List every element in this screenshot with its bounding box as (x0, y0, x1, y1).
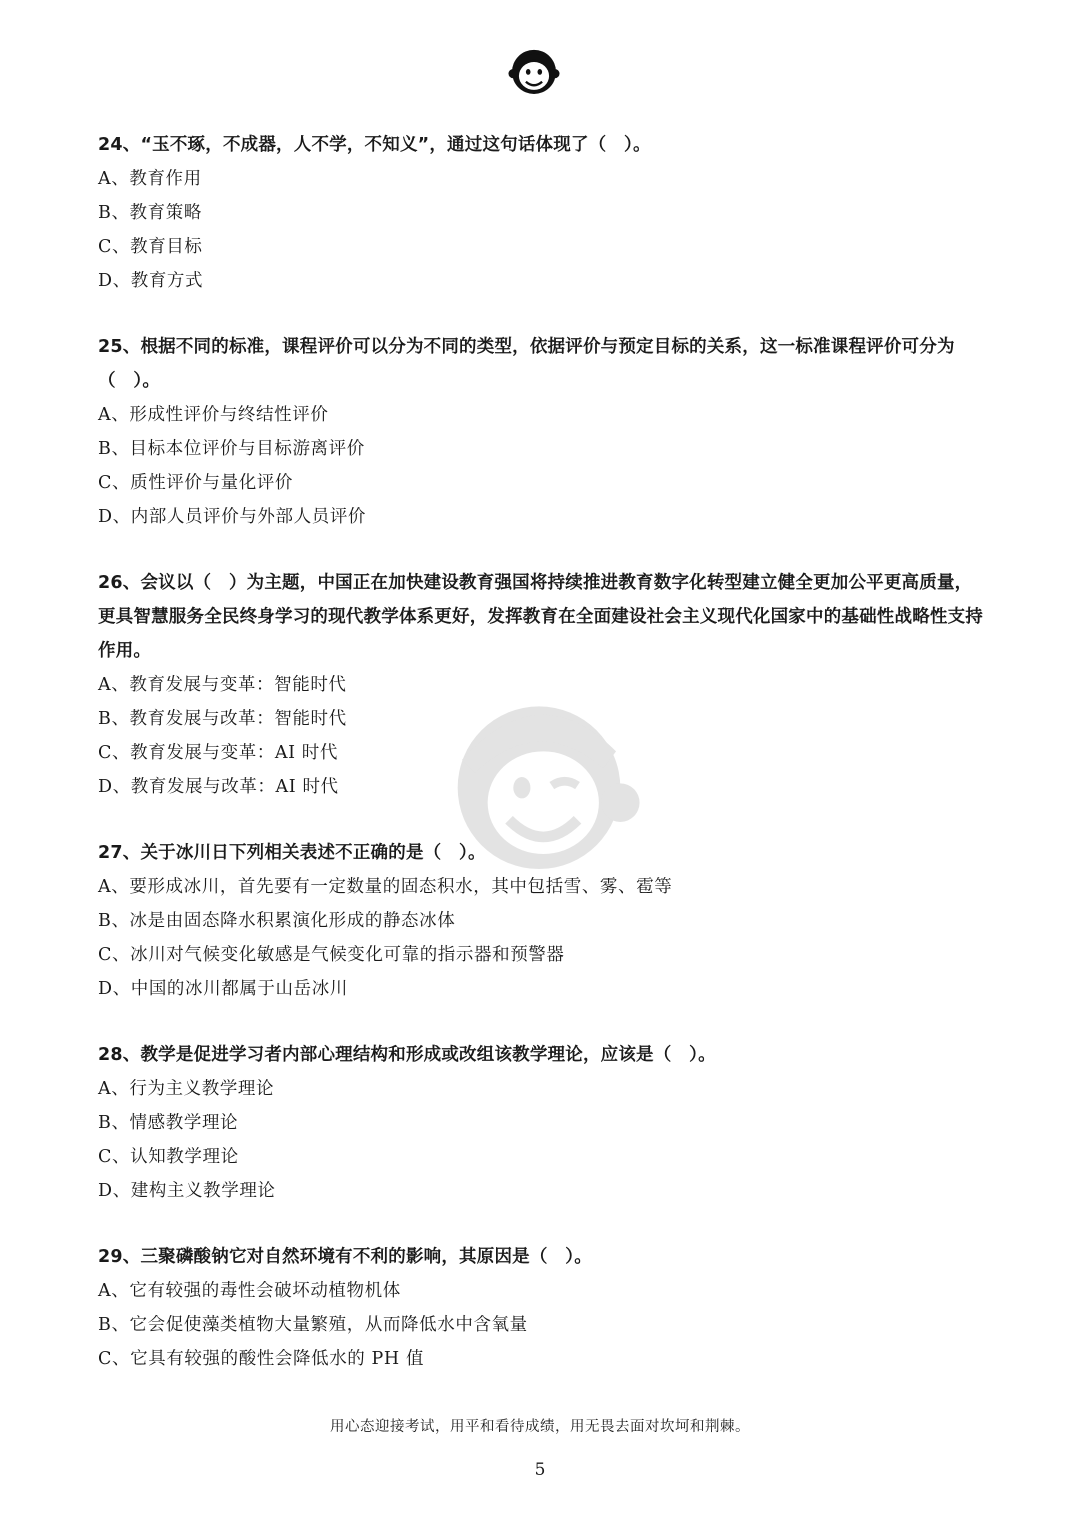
option-d: D、内部人员评价与外部人员评价 (98, 507, 367, 527)
page-number: 5 (534, 1460, 546, 1480)
option-c: C、质性评价与量化评价 (98, 473, 293, 493)
option-b: B、目标本位评价与目标游离评价 (98, 439, 365, 459)
option-d: D、中国的冰川都属于山岳冰川 (98, 979, 348, 999)
option-a: A、教育发展与变革：智能时代 (98, 675, 347, 695)
option-a: A、它有较强的毒性会破坏动植物机体 (98, 1281, 401, 1301)
question-24 (98, 128, 988, 298)
option-b: B、冰是由固态降水积累演化形成的静态冰体 (98, 911, 456, 931)
question-27 (98, 836, 988, 1006)
question-list (98, 128, 988, 1408)
question-stem: 26、会议以（ ）为主题，中国正在加快建设教育强国将持续推进教育数字化转型建立健全更加公平更高质量，更具智慧服务全民终身学习的现代教学体系更好，发挥教育在全面建设社会主义现代化国家中的基础性战略性支持作用。 (98, 573, 983, 661)
question-stem: 27、关于冰川日下列相关表述不正确的是（ ）。 (98, 843, 486, 863)
question-stem: 28、教学是促进学习者内部心理结构和形成或改组该教学理论，应该是（ ）。 (98, 1045, 716, 1065)
option-a: A、行为主义教学理论 (98, 1079, 275, 1099)
question-25 (98, 330, 988, 534)
question-stem: 29、三聚磷酸钠它对自然环境有不利的影响，其原因是（ ）。 (98, 1247, 592, 1267)
question-stem: 24、“玉不琢，不成器，人不学，不知义”，通过这句话体现了（ ）。 (98, 135, 651, 155)
option-c: C、它具有较强的酸性会降低水的 PH 值 (98, 1349, 425, 1369)
option-c: C、冰川对气候变化敏感是气候变化可靠的指示器和预警器 (98, 945, 565, 965)
option-d: D、教育方式 (98, 271, 204, 291)
option-b: B、教育发展与改革：智能时代 (98, 709, 347, 729)
option-c: C、教育目标 (98, 237, 203, 257)
question-26 (98, 566, 988, 804)
option-d: D、建构主义教学理论 (98, 1181, 276, 1201)
question-stem: 25、根据不同的标准，课程评价可以分为不同的类型，依据评价与预定目标的关系，这一标准课程评价可分为（ ）。 (98, 337, 955, 391)
option-b: B、教育策略 (98, 203, 202, 223)
option-b: B、情感教学理论 (98, 1113, 239, 1133)
footer-motto: 用心态迎接考试，用平和看待成绩，用无畏去面对坎坷和荆棘。 (330, 1419, 750, 1435)
option-c: C、教育发展与变革：AI 时代 (98, 743, 339, 763)
option-b: B、它会促使藻类植物大量繁殖，从而降低水中含氧量 (98, 1315, 528, 1335)
option-d: D、教育发展与改革：AI 时代 (98, 777, 339, 797)
option-a: A、要形成冰川，首先要有一定数量的固态积水，其中包括雪、雾、雹等 (98, 877, 673, 897)
question-28 (98, 1038, 988, 1208)
option-a: A、教育作用 (98, 169, 202, 189)
question-29 (98, 1240, 988, 1376)
option-c: C、认知教学理论 (98, 1147, 239, 1167)
option-a: A、形成性评价与终结性评价 (98, 405, 329, 425)
monkey-logo-icon (505, 40, 563, 98)
